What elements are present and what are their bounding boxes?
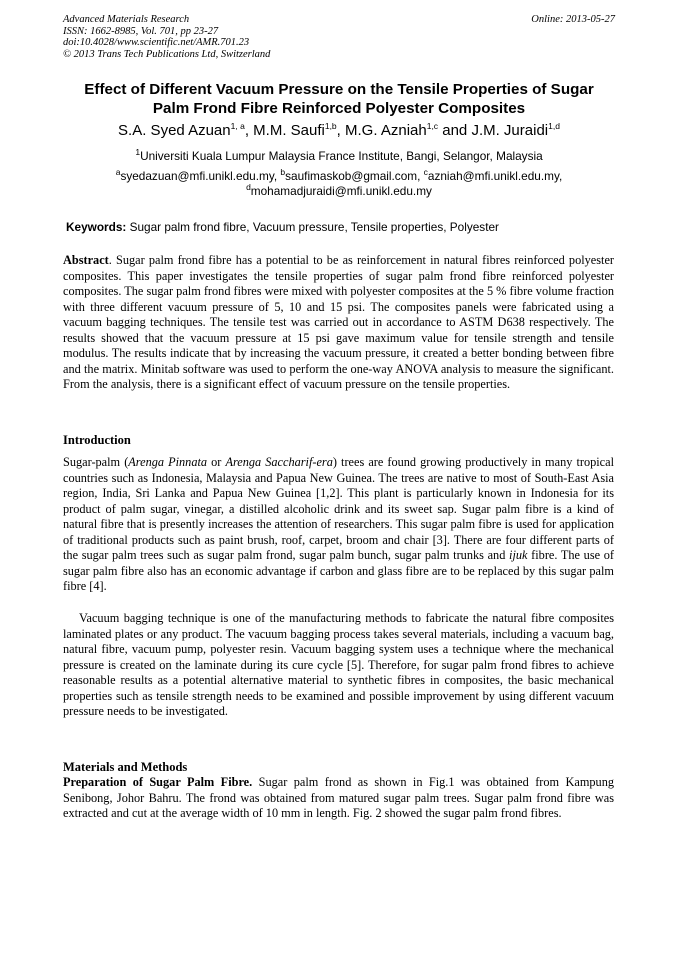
abstract-text: . Sugar palm frond fibre has a potential to be as reinforcement in natural fibres reinforced polyester composites. This paper investigates the tensile properties of sugar palm frond fibre reinforced polyester composites. The sugar palm frond fibres were mixed with polyester composites at the 5 % fibre volume fraction with three different vacuum pressure of 5, 10 and 15 psi. The composites panels were fabricated using a vacuum bagging techniques. The tensile test was carried out in accordance to ASTM D638 respectively. The results showed that the vacuum pressure at 15 psi gave maximum value for tensile strength and tensile modulus. The results indicate that by increasing the vacuum pressure, it created a better bonding between fibre and the matrix. Minitab software was used to perform the one-way ANOVA analysis to measure the significant. From the analysis, there is a significant effect of vacuum pressure on the tensile properties. xyxy=(63,253,614,392)
section-heading-introduction: Introduction xyxy=(63,433,131,447)
email-sup: d xyxy=(246,182,251,193)
abstract xyxy=(63,253,614,393)
author-affil-sup: 1,d xyxy=(548,121,560,131)
journal-doi: doi:10.4028/www.scientific.net/AMR.701.23 xyxy=(63,37,250,48)
methods-paragraph xyxy=(63,775,614,822)
abstract-label: Abstract xyxy=(63,253,109,267)
email-link[interactable]: mohamadjuraidi@mfi.unikl.edu.my xyxy=(250,184,432,198)
methods-text: Sugar palm frond as shown in Fig.1 was obtained from Kampung Senibong, Johor Bahru. The frond was obtained from matured sugar palm trees. Sugar palm frond fibre was extracted and cut at the average width of 10 mm in length. Fig. 2 showed the sugar palm frond fibres. xyxy=(63,775,614,821)
italic-term: ijuk xyxy=(509,548,528,563)
section-heading-methods: Materials and Methods xyxy=(63,760,188,774)
affiliation-sup: 1 xyxy=(135,147,141,158)
emails-line-1 xyxy=(40,169,638,184)
keywords xyxy=(66,220,626,235)
journal-issn: ISSN: 1662-8985, Vol. 701, pp 23-27 xyxy=(63,25,219,37)
author-separator: , xyxy=(336,122,346,139)
author-name: S.A. Syed Azuan xyxy=(118,122,231,139)
text-run: fibre. The use of sugar palm fibre also has an economic advantage if carbon and glass fibre are to be replaced by this sugar palm fibre [4]. xyxy=(63,548,614,594)
author-separator: and xyxy=(438,122,472,139)
affiliation-text: Universiti Kuala Lumpur Malaysia France Institute, Bangi, Selangor, Malaysia xyxy=(140,149,543,163)
author-name: M.M. Saufi xyxy=(253,122,325,139)
text-run: Sugar-palm ( xyxy=(63,455,129,469)
author-name: M.G. Azniah xyxy=(345,122,427,139)
email-sup: c xyxy=(423,167,428,178)
author-affil-sup: 1,b xyxy=(324,121,337,131)
author-name: J.M. Juraidi xyxy=(471,122,549,139)
text-run: ) trees are found growing productively in many tropical countries such as Indonesia, Malaysia and Papua New Guinea. The trees are native to most of South-East Asia region, India, Sri Lanka and Papua New Guinea [1,2]. This plant is particularly known in Indonesia for its product of palm sugar, vinegar, a distilled alcoholic drink and its sweet sap. Sugar palm fibre is a kind of natural fibre that is presently increases the attention of researchers. This sugar palm fibre is used for application of traditional products such as paint brush, roof, carpet, broom and chair [3]. There are four different parts of the sugar palm trees such as sugar palm frond, sugar palm bunch, sugar palm trunks and xyxy=(63,455,614,563)
author-list xyxy=(40,122,638,140)
author-separator: , xyxy=(244,122,254,139)
affiliation xyxy=(40,149,638,164)
subsection-runin-heading: Preparation of Sugar Palm Fibre. xyxy=(63,775,253,789)
author-emails xyxy=(40,169,638,199)
title-line-2: Palm Frond Fibre Reinforced Polyester Composites xyxy=(152,100,526,117)
text-run: or xyxy=(207,455,226,469)
introduction-paragraph-1 xyxy=(63,455,614,595)
author-affil-sup: 1, a xyxy=(230,121,245,131)
journal-copyright: © 2013 Trans Tech Publications Ltd, Switzerland xyxy=(63,48,271,60)
paper-title xyxy=(40,80,638,118)
author-affil-sup: 1,c xyxy=(426,121,439,131)
species-name: Arenga Pinnata xyxy=(128,455,208,469)
email-sup: a xyxy=(115,167,121,178)
title-line-1: Effect of Different Vacuum Pressure on the Tensile Properties of Sugar xyxy=(84,81,594,98)
keywords-label: Keywords: xyxy=(66,220,127,234)
email-link[interactable]: syedazuan@mfi.unikl.edu.my, xyxy=(120,169,281,183)
journal-header xyxy=(63,14,270,60)
email-link[interactable]: azniah@mfi.unikl.edu.my, xyxy=(427,169,563,183)
online-date: Online: 2013-05-27 xyxy=(531,14,615,25)
species-name: Arenga Saccharif-era xyxy=(225,455,333,469)
journal-name: Advanced Materials Research xyxy=(63,14,190,25)
email-sup: b xyxy=(280,167,286,178)
emails-line-2 xyxy=(40,184,638,199)
email-link[interactable]: saufimaskob@gmail.com, xyxy=(285,169,424,183)
keywords-text: Sugar palm frond fibre, Vacuum pressure, Tensile properties, Polyester xyxy=(126,220,499,234)
introduction-paragraph-2: Vacuum bagging technique is one of the manufacturing methods to fabricate the natural fibre composites laminated plates or any product. The vacuum bagging process takes several materials, including a vacuum bag, natural fibre, vacuum pump, polyester resin. Vacuum bagging system uses a technique where the mechanical pressure is created on the laminate during its cure cycle [5]. Therefore, for sugar palm frond fibres to achieve reasonable results as a potential alternative material to synthetic fibres in composites, the basic mechanical properties such as tensile strength needs to be examined and possible improvement by using different vacuum pressure needs to be investigated. xyxy=(63,611,614,719)
